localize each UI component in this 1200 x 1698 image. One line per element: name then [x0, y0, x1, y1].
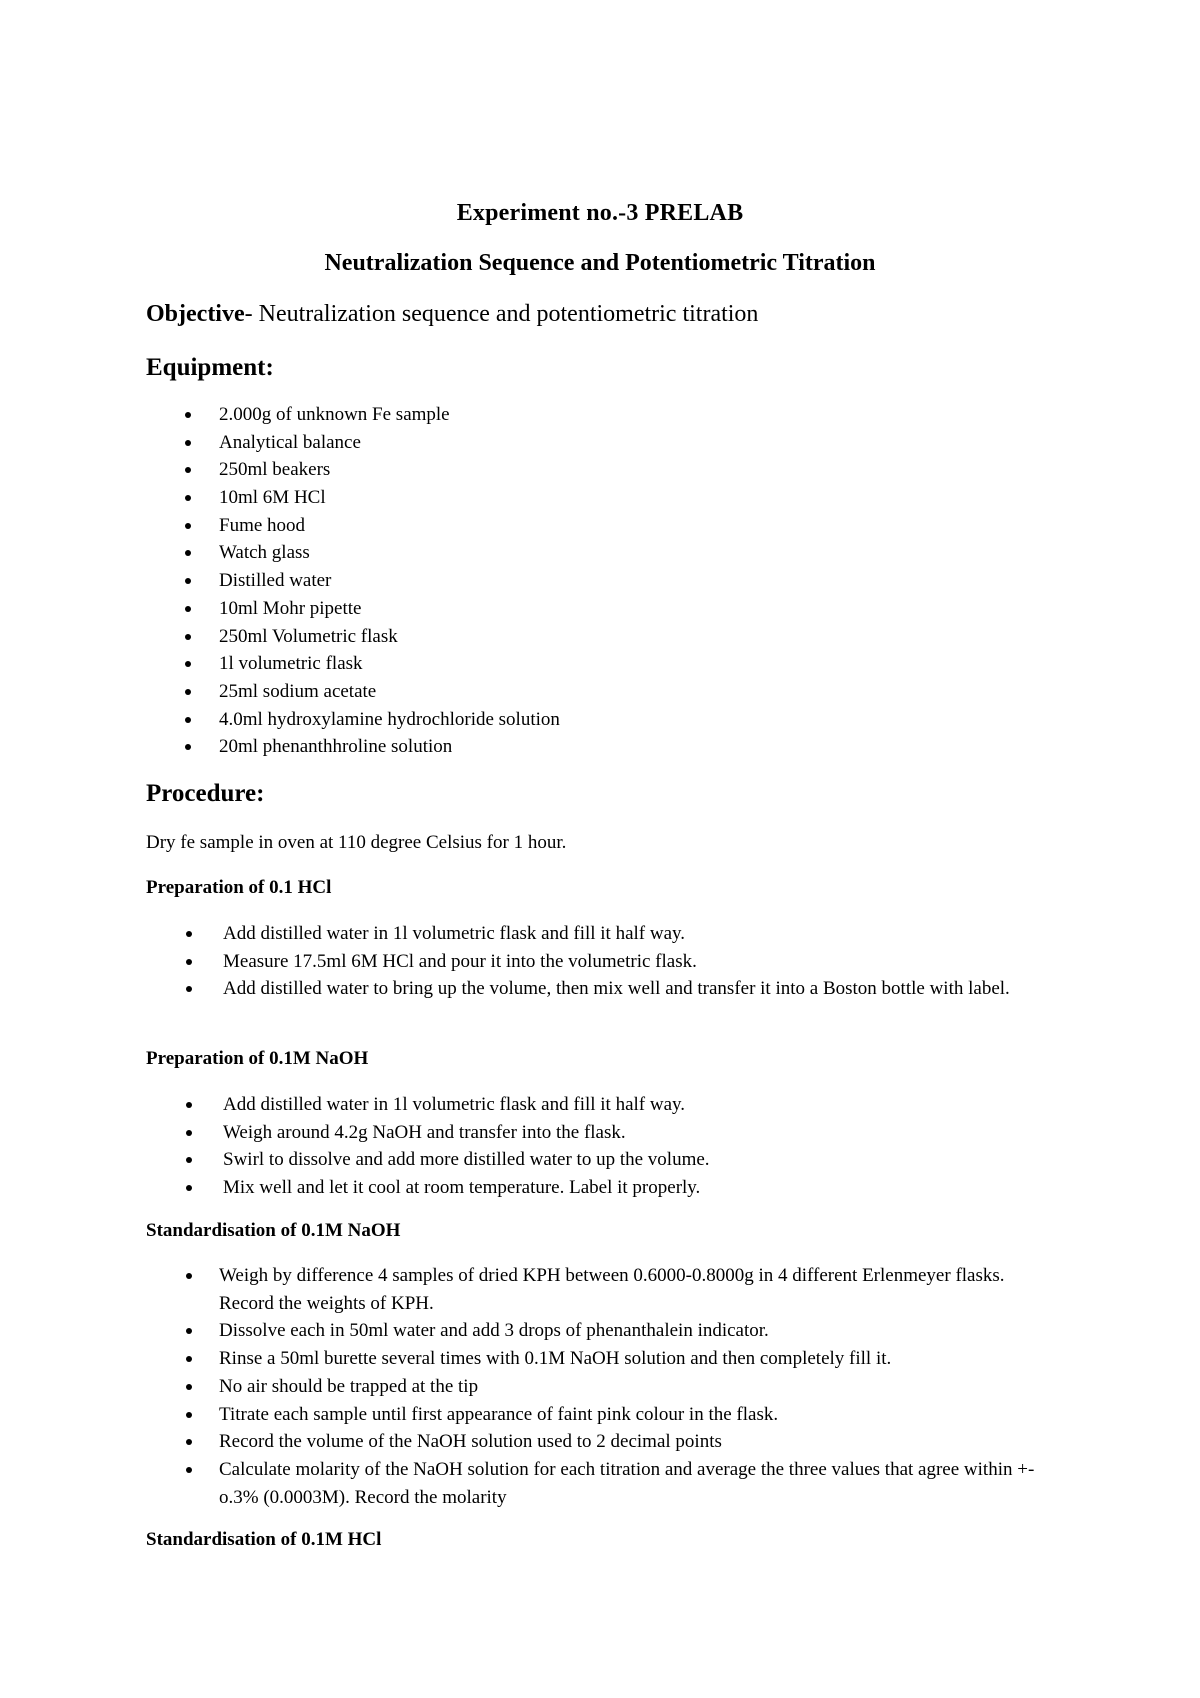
std-hcl-heading: Standardisation of 0.1M HCl	[146, 1529, 382, 1550]
step-item: Dissolve each in 50ml water and add 3 drops of phenanthalein indicator.	[0, 1317, 1060, 1345]
equipment-item: 4.0ml hydroxylamine hydrochloride solution	[0, 706, 560, 734]
equipment-item: Analytical balance	[0, 429, 560, 457]
equipment-heading: Equipment:	[146, 354, 274, 381]
equipment-list	[0, 401, 560, 761]
step-item: Swirl to dissolve and add more distilled water to up the volume.	[0, 1146, 1060, 1174]
equipment-item: 250ml beakers	[0, 456, 560, 484]
equipment-item: Watch glass	[0, 539, 560, 567]
equipment-item: Distilled water	[0, 567, 560, 595]
document-title: Experiment no.-3 PRELAB	[456, 200, 744, 226]
prep-naoh-heading: Preparation of 0.1M NaOH	[146, 1048, 369, 1069]
prep-hcl-steps	[0, 920, 1060, 1003]
step-item: Add distilled water in 1l volumetric flask and fill it half way.	[0, 1091, 1060, 1119]
step-item: No air should be trapped at the tip	[0, 1373, 1060, 1401]
step-item: Mix well and let it cool at room temperature. Label it properly.	[0, 1174, 1060, 1202]
procedure-intro: Dry fe sample in oven at 110 degree Celsius for 1 hour.	[146, 832, 567, 853]
step-item: Measure 17.5ml 6M HCl and pour it into the volumetric flask.	[0, 948, 1060, 976]
prep-naoh-steps	[0, 1091, 1060, 1202]
equipment-item: 10ml 6M HCl	[0, 484, 560, 512]
std-naoh-steps	[0, 1262, 1060, 1511]
equipment-item: 20ml phenanthhroline solution	[0, 733, 560, 761]
equipment-item: 25ml sodium acetate	[0, 678, 560, 706]
objective-text: - Neutralization sequence and potentiometric titration	[244, 301, 759, 327]
objective-line	[146, 301, 758, 328]
equipment-item: Fume hood	[0, 512, 560, 540]
equipment-item: 250ml Volumetric flask	[0, 623, 560, 651]
step-item: Calculate molarity of the NaOH solution for each titration and average the three values that agree within +-o.3% (0.0003M). Record the molarity	[0, 1456, 1060, 1511]
equipment-item: 10ml Mohr pipette	[0, 595, 560, 623]
step-item: Add distilled water in 1l volumetric flask and fill it half way.	[0, 920, 1060, 948]
equipment-item: 1l volumetric flask	[0, 650, 560, 678]
step-item: Record the volume of the NaOH solution used to 2 decimal points	[0, 1428, 1060, 1456]
document-subtitle: Neutralization Sequence and Potentiometric Titration	[324, 250, 876, 276]
step-item: Rinse a 50ml burette several times with 0.1M NaOH solution and then completely fill it.	[0, 1345, 1060, 1373]
step-item: Weigh around 4.2g NaOH and transfer into the flask.	[0, 1119, 1060, 1147]
procedure-heading: Procedure:	[146, 780, 265, 807]
step-item: Titrate each sample until first appearance of faint pink colour in the flask.	[0, 1401, 1060, 1429]
std-naoh-heading: Standardisation of 0.1M NaOH	[146, 1220, 401, 1241]
equipment-item: 2.000g of unknown Fe sample	[0, 401, 560, 429]
step-item: Weigh by difference 4 samples of dried KPH between 0.6000-0.8000g in 4 different Erlenmeyer flasks. Record the weights of KPH.	[0, 1262, 1060, 1317]
step-item: Add distilled water to bring up the volume, then mix well and transfer it into a Boston bottle with label.	[0, 975, 1060, 1003]
prep-hcl-heading: Preparation of 0.1 HCl	[146, 877, 332, 898]
objective-label: Objective	[146, 301, 245, 327]
